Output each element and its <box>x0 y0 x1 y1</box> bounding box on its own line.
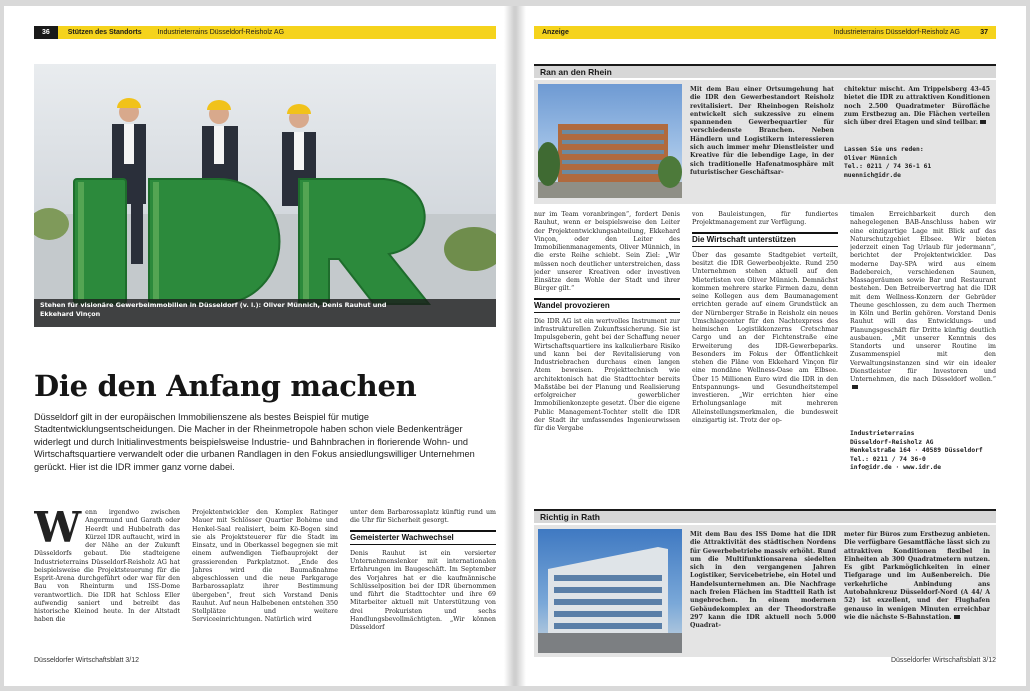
ad-label: Anzeige <box>542 29 569 36</box>
right-column-1 <box>534 211 680 479</box>
right-column-2 <box>692 211 838 479</box>
contact-name: Oliver Münnich <box>844 154 898 162</box>
right-col2b-text: Über das gesamte Stadtgebiet verteilt, besitzt die IDR Gewerbeobjekte. Rund 250 Unternehmen stehen aktuell auf den Mieterlisten von Oliver Münnich. Demnächst kommen mehrere starke Firmen dazu, denn seine Kollegen aus dem Baumanagement errichten gerade auf einem Grundstück an der Nürnberger Straße in Reisholz ein neues Umschlagcenter für den Nachtexpress des heimischen Logistikkonzerns Cretschmar Cargo und an der Fichtenstraße eine Erweiterung des IDR-Gewerbeparks. Besonders im Fokus der Öffentlichkeit stehen die Pläne von Ekkehard Vinçon für eine mondäne Wellness-Oase am Elbsee. Über 15 Millionen Euro wird die IDR in den Entspannungs- und Gesundheitstempel investieren. „Wir errichten hier eine Erholungsanlage mit mehreren Alleinstellungsmerkmalen, die bundesweit einzigartig ist. Trotz der op- <box>692 251 838 424</box>
left-column-1 <box>34 509 180 659</box>
end-mark-icon <box>852 385 858 389</box>
right-page <box>526 6 1026 686</box>
contact-mail[interactable]: muennich@idr.de <box>844 171 901 179</box>
partner-label-left: Industrieterrains Düsseldorf-Reisholz AG <box>157 29 285 36</box>
subhead-wachwechsel: Gemeisterter Wachwechsel <box>350 530 496 545</box>
box1-col2-text: chitektur mischt. Am Trippelsberg 43-45 bietet die IDR zu attraktiven Konditionen noch 2.500 Quadratmeter Bürofläche zum Erstbezug an. Die Flächen verteilen sich über drei Etagen und sind teilbar. <box>844 86 990 127</box>
left-col1-text: enn irgendwo zwischen Angermund und Garath oder Heerdt und Hubbelrath das Kürzel IDR auftaucht, wird in der Nähe an der Zukunft Düsseldorfs gebaut. Die stadteigene Industrieterrains Düsseldorf-Reisholz AG hat beispielsweise die Projektsteuerung für die Esprit-Arena durchgeführt oder war für den Bau von Rheinturm und ISS-Dome verantwortlich. Die IDR hat Schloss Eller aufwendig saniert und betreibt das historische Kleinod heute. In der Altstadt haben die <box>34 509 180 624</box>
left-column-3 <box>350 509 496 659</box>
left-column-2: Projektentwickler den Komplex Ratinger Mauer mit Schlösser Quartier Bohème und Henkel-Saal realisiert, beim Kö-Bogen sind sie als Projektsteuerer für die Stadt im Einsatz, und in Oberkassel begegnen sie mit einem aufwendigen Tiefbauprojekt der grassierenden Parkplatznot. „Ende des Jahres wird die Baumaßnahme abgeschlossen und die neue Parkgarage Barbarossaplatz ihrer Bestimmung übergeben“, freut sich Vorstand Denis Rauhut. Auf neun Halbebenen entstehen 350 Stellplätze und weitere Serviceeinrichtungen. Natürlich wird <box>192 509 338 624</box>
rath-photo <box>538 529 682 653</box>
page-number-left: 36 <box>34 26 58 39</box>
right-col2a-text: von Bauleistungen, für fundiertes Projektmanagement zur Verfügung. <box>692 211 838 227</box>
end-mark-icon <box>954 615 960 619</box>
box2-column-1: Mit dem Bau des ISS Dome hat die IDR die Attraktivität des städtischen Nordens für Gewerbebetriebe massiv erhöht. Rund um die Multifunktionsarena siedelten sich in den vergangenen Jahren Logistiker, Servicebetriebe, ein Hotel und Handelsunternehmen an. Die Nachfrage nach freien Flächen im Stadtteil Rath ist ungebrochen. In einem modernen Gebäudekomplex an der Theodorstraße 297 kann die IDR aktuell noch 5.000 Quadrat- <box>690 531 836 630</box>
idr-team-photo <box>34 64 496 327</box>
office-building-illustration <box>538 84 682 198</box>
left-col3b-text: Denis Rauhut ist ein versierter Unternehmenslenker mit internationalen Erfahrungen im Baugeschäft. Im September des Vorjahres hat er die kaufmännische Schlüsselposition bei der IDR übernommen und führt die Stadttochter und ihre 69 Mitarbeiter aktuell mit Unterstützung von drei Prokuristen und sechs Handlungsbevollmächtigten. „Wir können Düsseldorf <box>350 549 496 631</box>
contact-intro: Lassen Sie uns reden: <box>844 146 924 153</box>
address-line-1: Industrieterrains <box>850 430 915 437</box>
left-page <box>4 6 504 686</box>
right-col3-text: timalen Erreichbarkeit durch den nahegelegenen BAB-Anschluss haben wir eine einzigartige Lage mit Blick auf das Naturschutzgebiet Elbsee. Wir bieten jederzeit einen Tag Urlaub für jedermann“, berichtet der Projektentwickler. Das moderne Day-SPA wird aus einem Badebereich, verschiedenen Saunen, Massageräumen sowie Bar und Restaurant bestehen. Den Betreibervertrag hat die IDR mit dem Wellness-Konzern der Gebrüder Theune geschlossen, zu dem auch Thermen in Köln und Berlin gehören. Vorstand Denis Rauhut will das Entwicklungs- und Planungsgeschäft für Dritte künftig deutlich ausbauen. „Mit unserer Kenntnis des Standorts und unserer Routine im Zusammenspiel mit den Verwaltungsinstanzen sind wir ein idealer Dienstleister für Investoren und Unternehmen, die nach Düsseldorf wollen.“ <box>850 211 996 383</box>
dropcap: W <box>34 509 82 552</box>
address-line-2: Düsseldorf-Reisholz AG <box>850 438 934 446</box>
page-number-right: 37 <box>972 26 996 39</box>
rath-building-illustration <box>538 529 682 653</box>
article-lead: Düsseldorf gilt in der europäischen Immobilienszene als bestes Beispiel für mutige Stadtentwicklungsentscheidungen. Die Macher in der Rheinmetropole haben schon viele Bedenkenträger widerlegt und durch Initialinvestments beispielsweise Industrie- und Bahnbrachen in florierende Wohn- und Wirtschaftsquartiere verwandelt oder die urbanen Randlagen in den Fokus ansiedlungswilliger Unternehmen gerückt. Hier ist die IDR immer ganz vorne dabei. <box>34 412 475 472</box>
address-block <box>850 430 1000 473</box>
subhead-wandel: Wandel provozieren <box>534 298 680 313</box>
box2-col2-text: meter für Büros zum Erstbezug anbieten. Die verfügbare Gesamtfläche lässt sich zu attraktiven Konditionen flexibel in Einheiten ab 300 Quadratmetern nutzen. Es gibt Parkmöglichkeiten in einer Tiefgarage und im Außenbereich. Die verkehrliche Anbindung ans Autobahnkreuz Düsseldorf-Nord (A 44/ A 52) ist exzellent, und der Flughafen genauso in wenigen Minuten erreichbar wie die nächste S-Bahnstation. <box>844 531 990 621</box>
footer-left: Düsseldorfer Wirtschaftsblatt 3/12 <box>34 657 140 664</box>
right-col1b-text: Die IDR AG ist ein wertvolles Instrument zur infrastrukturellen Zukunftssicherung. Sie ist Impulsgeberin, geht bei der Schaffung neuer Wirtschaftsquartiere ins kalkulierbare Risiko und kann bei der Revitalisierung von Industriebrachen durchaus einen langen Atem beweisen. Projekttechnisch wie architektonisch hat die Stadttochter bereits Maßstäbe bei der Planung und Realisierung erfolgreicher gewerblicher Immobilienkonzepte gesetzt. Über die eigene Public Management-Tochter stellt die IDR der Stadt ihr umfassendes Ingenieurwissen für die Vergabe <box>534 317 680 432</box>
box1-column-2 <box>844 86 990 138</box>
idr-letters: IDR <box>334 214 336 215</box>
box1-column-1: Mit dem Bau einer Ortsumgehung hat die IDR den Gewerbestandort Reisholz revitalisiert. Der Rheinbogen Reisholz entwickelt sich sukzessive zu einem spannenden Gewerbequartier für verschiedenste Branchen. Neben Händlern und Logistikern interessieren sich auch immer mehr Dienstleister und Kreative für die lebendige Lage, in der sich traditionelle Hafenatmosphäre mit futuristischer Geschäftsar- <box>690 86 834 176</box>
idr-photo-illustration <box>34 64 496 327</box>
rheinbogen-photo <box>538 84 682 198</box>
right-col1-text: nur im Team voranbringen“, fordert Denis Rauhut, wenn er beispielsweise den Leiter der Projektentwicklungsabteilung, Ekkehard Vinçon, oder den Leiter des Immobilienmanagements, Oliver Münnich, in die erste Reihe schiebt. Sein Ziel: „Wir müssen noch deutlicher unterstreichen, dass jeder unserer Kreativen oder investiven Einsätze dem Wohle der Stadt und ihrer Bürger gilt.“ <box>534 211 680 293</box>
section-label: Stützen des Standorts <box>67 29 142 36</box>
box-ran-an-den-rhein-header: Ran an den Rhein <box>534 64 996 78</box>
subhead-wirtschaft: Die Wirtschaft unterstützen <box>692 232 838 247</box>
partner-label-right: Industrieterrains Düsseldorf-Reisholz AG <box>833 29 960 36</box>
right-header-bar <box>534 26 996 39</box>
contact-block <box>844 146 994 180</box>
footer-right: Düsseldorfer Wirtschaftsblatt 3/12 <box>890 657 996 664</box>
photo-caption: Stehen für visionäre Gewerbeimmobilien in Düsseldorf (v. l.): Oliver Münnich, Denis Rauhut und Ekkehard Vinçon <box>40 301 387 318</box>
contact-tel: Tel.: 0211 / 74 36-1 61 <box>844 163 932 171</box>
address-line-4: Tel.: 0211 / 74 36-0 <box>850 455 926 463</box>
left-col3a-text: unter dem Barbarossaplatz künftig rund um die Uhr für Sicherheit gesorgt. <box>350 509 496 525</box>
box2-column-2 <box>844 531 990 653</box>
left-header-bar <box>34 26 496 39</box>
box-richtig-in-rath-header: Richtig in Rath <box>534 509 996 523</box>
article-title: Die den Anfang machen <box>34 369 417 403</box>
right-column-3 <box>850 211 996 425</box>
end-mark-icon <box>980 120 986 124</box>
address-line-5[interactable]: info@idr.de · www.idr.de <box>850 464 941 472</box>
spine-gutter <box>504 6 526 686</box>
address-line-3: Henkelstraße 164 · 40589 Düsseldorf <box>850 447 983 455</box>
